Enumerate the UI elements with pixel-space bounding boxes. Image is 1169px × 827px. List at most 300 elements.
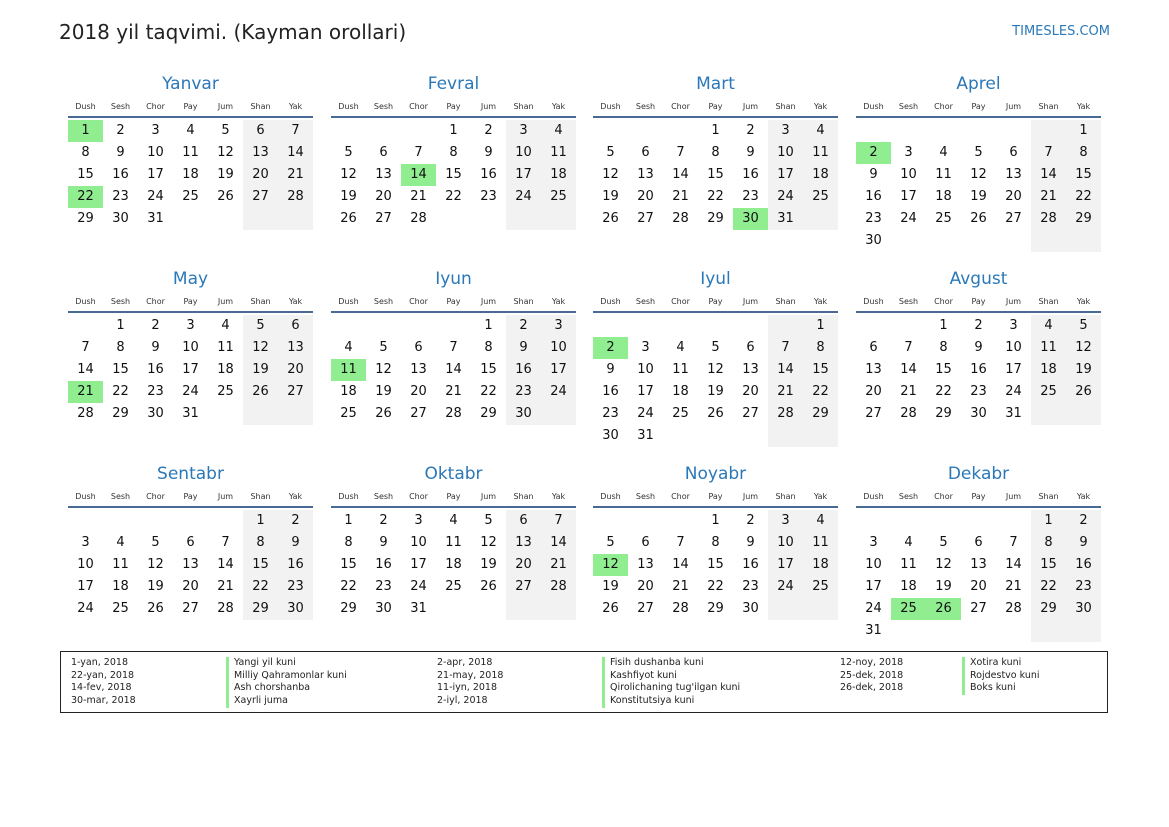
weekday-label: Sesh bbox=[898, 492, 919, 501]
weekday-label: Shan bbox=[1038, 102, 1059, 111]
weekday-label: Pay bbox=[971, 492, 986, 501]
weekday-header bbox=[68, 488, 313, 508]
day-cell: 30 bbox=[865, 233, 882, 248]
site-link[interactable]: TIMESLES.COM bbox=[1012, 24, 1110, 39]
weekday-label: Shan bbox=[250, 492, 271, 501]
day-cell: 28 bbox=[77, 406, 94, 421]
day-grid bbox=[593, 510, 838, 620]
legend-names-3 bbox=[962, 657, 1040, 695]
day-cell: 3 bbox=[414, 513, 423, 528]
day-cell: 28 bbox=[541, 576, 576, 598]
day-cell: 10 bbox=[182, 340, 199, 355]
day-cell: 6 bbox=[379, 145, 388, 160]
day-grid bbox=[68, 120, 313, 230]
weekday-label: Yak bbox=[288, 492, 303, 501]
day-cell: 10 bbox=[77, 557, 94, 572]
weekday-label: Sesh bbox=[898, 297, 919, 306]
weekday-label: Jum bbox=[217, 297, 234, 306]
day-cell: 4 bbox=[904, 535, 913, 550]
day-cell: 25 bbox=[112, 601, 129, 616]
day-cell: 18 bbox=[900, 579, 917, 594]
weekday-label: Jum bbox=[1005, 492, 1022, 501]
day-cell: 18 bbox=[445, 557, 462, 572]
day-cell: 13 bbox=[637, 167, 654, 182]
day-cell: 18 bbox=[672, 384, 689, 399]
legend-dates-3 bbox=[840, 657, 903, 695]
empty-cell bbox=[208, 510, 243, 532]
day-cell: 14 bbox=[1005, 557, 1022, 572]
weekday-header bbox=[331, 488, 576, 508]
day-cell: 18 bbox=[182, 167, 199, 182]
day-cell: 17 bbox=[77, 579, 94, 594]
day-cell: 11 bbox=[217, 340, 234, 355]
weekday-label: Dush bbox=[863, 102, 884, 111]
empty-cell bbox=[961, 510, 996, 532]
empty-cell bbox=[961, 620, 996, 642]
day-cell: 6 bbox=[641, 145, 650, 160]
day-cell: 2 bbox=[974, 318, 983, 333]
day-cell: 13 bbox=[1005, 167, 1022, 182]
day-cell: 11 bbox=[182, 145, 199, 160]
weekday-label: Chor bbox=[409, 102, 428, 111]
day-cell: 22 bbox=[480, 384, 497, 399]
day-cell: 13 bbox=[742, 362, 759, 377]
holiday-day-cell: 11 bbox=[331, 359, 366, 381]
empty-cell bbox=[996, 120, 1031, 142]
weekday-header bbox=[593, 488, 838, 508]
weekday-label: Dush bbox=[338, 102, 359, 111]
day-cell: 30 bbox=[506, 403, 541, 425]
day-cell: 5 bbox=[606, 535, 615, 550]
weekday-label: Jum bbox=[742, 297, 759, 306]
weekday-label: Sesh bbox=[373, 492, 394, 501]
day-cell: 3 bbox=[768, 120, 803, 142]
weekday-label: Shan bbox=[1038, 297, 1059, 306]
empty-cell bbox=[961, 120, 996, 142]
month-sentabr bbox=[68, 462, 313, 620]
day-cell: 3 bbox=[768, 510, 803, 532]
day-cell: 20 bbox=[243, 164, 278, 186]
month-fevral bbox=[331, 72, 576, 230]
weekday-label: Pay bbox=[183, 102, 198, 111]
weekday-label: Pay bbox=[446, 492, 461, 501]
day-cell: 30 bbox=[147, 406, 164, 421]
month-iyun bbox=[331, 267, 576, 425]
day-cell: 17 bbox=[768, 164, 803, 186]
day-cell: 4 bbox=[221, 318, 230, 333]
day-cell: 6 bbox=[506, 510, 541, 532]
day-cell: 16 bbox=[742, 167, 759, 182]
weekday-label: Dush bbox=[600, 492, 621, 501]
day-cell: 17 bbox=[865, 579, 882, 594]
holiday-day-cell: 12 bbox=[593, 554, 628, 576]
day-cell: 10 bbox=[147, 145, 164, 160]
day-cell: 10 bbox=[865, 557, 882, 572]
day-cell: 6 bbox=[974, 535, 983, 550]
day-cell: 16 bbox=[480, 167, 497, 182]
day-cell: 12 bbox=[707, 362, 724, 377]
weekday-label: Shan bbox=[513, 297, 534, 306]
weekday-label: Chor bbox=[671, 102, 690, 111]
weekday-label: Sesh bbox=[635, 297, 656, 306]
weekday-label: Yak bbox=[1076, 492, 1091, 501]
day-cell: 23 bbox=[1066, 576, 1101, 598]
holiday-day-cell: 1 bbox=[68, 120, 103, 142]
day-cell: 4 bbox=[676, 340, 685, 355]
weekday-label: Jum bbox=[480, 102, 497, 111]
day-cell: 19 bbox=[707, 384, 724, 399]
day-cell: 10 bbox=[768, 142, 803, 164]
empty-cell bbox=[278, 403, 313, 425]
day-cell: 11 bbox=[541, 142, 576, 164]
empty-cell bbox=[698, 425, 733, 447]
day-cell: 15 bbox=[243, 554, 278, 576]
day-cell: 5 bbox=[221, 123, 230, 138]
empty-cell bbox=[996, 620, 1031, 642]
day-cell: 19 bbox=[602, 189, 619, 204]
day-cell: 1 bbox=[711, 123, 720, 138]
day-grid bbox=[856, 120, 1101, 252]
weekday-label: Jum bbox=[217, 492, 234, 501]
day-cell: 26 bbox=[217, 189, 234, 204]
day-cell: 28 bbox=[217, 601, 234, 616]
day-cell: 13 bbox=[375, 167, 392, 182]
empty-cell bbox=[506, 208, 541, 230]
weekday-label: Dush bbox=[863, 297, 884, 306]
day-cell: 4 bbox=[803, 510, 838, 532]
holiday-day-cell: 2 bbox=[593, 337, 628, 359]
day-cell: 26 bbox=[147, 601, 164, 616]
weekday-label: Yak bbox=[813, 102, 828, 111]
day-cell: 15 bbox=[445, 167, 462, 182]
day-cell: 9 bbox=[746, 145, 755, 160]
day-cell: 16 bbox=[602, 384, 619, 399]
day-cell: 5 bbox=[344, 145, 353, 160]
empty-cell bbox=[103, 510, 138, 532]
day-cell: 25 bbox=[803, 576, 838, 598]
empty-cell bbox=[331, 315, 366, 337]
day-cell: 11 bbox=[112, 557, 129, 572]
weekday-label: Pay bbox=[708, 297, 723, 306]
day-cell: 12 bbox=[602, 167, 619, 182]
day-cell: 22 bbox=[340, 579, 357, 594]
holiday-day-cell: 25 bbox=[891, 598, 926, 620]
weekday-label: Sesh bbox=[110, 492, 131, 501]
day-cell: 8 bbox=[449, 145, 458, 160]
weekday-label: Yak bbox=[288, 102, 303, 111]
day-cell: 6 bbox=[641, 535, 650, 550]
day-cell: 5 bbox=[939, 535, 948, 550]
weekday-label: Sesh bbox=[373, 297, 394, 306]
empty-cell bbox=[856, 510, 891, 532]
day-cell: 7 bbox=[449, 340, 458, 355]
empty-cell bbox=[926, 510, 961, 532]
day-cell: 3 bbox=[186, 318, 195, 333]
legend-holiday: Yangi yil kuni bbox=[234, 657, 296, 668]
day-grid bbox=[68, 510, 313, 620]
day-cell: 27 bbox=[637, 211, 654, 226]
day-cell: 22 bbox=[707, 579, 724, 594]
empty-cell bbox=[541, 403, 576, 425]
day-cell: 23 bbox=[278, 576, 313, 598]
day-cell: 25 bbox=[340, 406, 357, 421]
day-cell: 24 bbox=[506, 186, 541, 208]
day-cell: 30 bbox=[278, 598, 313, 620]
empty-cell bbox=[663, 120, 698, 142]
day-cell: 24 bbox=[768, 186, 803, 208]
day-cell: 24 bbox=[147, 189, 164, 204]
empty-cell bbox=[856, 120, 891, 142]
day-cell: 9 bbox=[974, 340, 983, 355]
day-cell: 7 bbox=[676, 145, 685, 160]
weekday-header bbox=[331, 98, 576, 118]
day-cell: 29 bbox=[935, 406, 952, 421]
day-cell: 28 bbox=[1031, 208, 1066, 230]
day-cell: 9 bbox=[606, 362, 615, 377]
month-name: May bbox=[172, 269, 209, 289]
empty-cell bbox=[891, 620, 926, 642]
day-cell: 21 bbox=[672, 579, 689, 594]
day-cell: 5 bbox=[151, 535, 160, 550]
day-cell: 18 bbox=[217, 362, 234, 377]
day-cell: 4 bbox=[116, 535, 125, 550]
legend-holiday: Ash chorshanba bbox=[234, 682, 311, 694]
day-cell: 4 bbox=[541, 120, 576, 142]
empty-cell bbox=[1066, 403, 1101, 425]
empty-cell bbox=[663, 315, 698, 337]
legend-date: 2-apr, 2018 bbox=[437, 657, 493, 668]
day-cell: 29 bbox=[243, 598, 278, 620]
day-cell: 22 bbox=[112, 384, 129, 399]
day-cell: 20 bbox=[1005, 189, 1022, 204]
day-cell: 21 bbox=[1005, 579, 1022, 594]
legend-date: 25-dek, 2018 bbox=[840, 669, 904, 681]
day-cell: 2 bbox=[506, 315, 541, 337]
empty-cell bbox=[891, 315, 926, 337]
day-cell: 28 bbox=[900, 406, 917, 421]
legend-holiday: Rojdestvo kuni bbox=[970, 669, 1040, 681]
day-cell: 30 bbox=[112, 211, 129, 226]
weekday-label: Shan bbox=[1038, 492, 1059, 501]
day-cell: 8 bbox=[939, 340, 948, 355]
weekday-header bbox=[856, 98, 1101, 118]
weekday-label: Sesh bbox=[635, 102, 656, 111]
empty-cell bbox=[926, 620, 961, 642]
empty-cell bbox=[1066, 620, 1101, 642]
day-cell: 16 bbox=[742, 557, 759, 572]
legend-holiday: Qirolichaning tug'ilgan kuni bbox=[610, 682, 741, 694]
weekday-label: Yak bbox=[1076, 297, 1091, 306]
day-cell: 25 bbox=[803, 186, 838, 208]
empty-cell bbox=[208, 208, 243, 230]
day-cell: 4 bbox=[186, 123, 195, 138]
day-cell: 5 bbox=[606, 145, 615, 160]
day-cell: 12 bbox=[243, 337, 278, 359]
day-cell: 7 bbox=[1031, 142, 1066, 164]
day-cell: 17 bbox=[147, 167, 164, 182]
day-cell: 12 bbox=[217, 145, 234, 160]
holiday-day-cell: 30 bbox=[733, 208, 768, 230]
day-cell: 1 bbox=[711, 513, 720, 528]
empty-cell bbox=[1031, 120, 1066, 142]
month-dekabr bbox=[856, 462, 1101, 642]
empty-cell bbox=[593, 315, 628, 337]
day-cell: 3 bbox=[541, 315, 576, 337]
day-cell: 24 bbox=[637, 406, 654, 421]
day-cell: 31 bbox=[865, 623, 882, 638]
day-cell: 29 bbox=[1066, 208, 1101, 230]
weekday-label: Pay bbox=[971, 102, 986, 111]
day-cell: 1 bbox=[1066, 120, 1101, 142]
weekday-header bbox=[856, 488, 1101, 508]
day-cell: 19 bbox=[375, 384, 392, 399]
legend-date: 22-yan, 2018 bbox=[71, 669, 135, 681]
day-cell: 15 bbox=[803, 359, 838, 381]
day-cell: 31 bbox=[147, 211, 164, 226]
day-cell: 16 bbox=[1066, 554, 1101, 576]
day-cell: 17 bbox=[637, 384, 654, 399]
day-cell: 23 bbox=[970, 384, 987, 399]
day-cell: 1 bbox=[243, 510, 278, 532]
weekday-label: Dush bbox=[75, 492, 96, 501]
weekday-label: Chor bbox=[409, 297, 428, 306]
day-cell: 7 bbox=[768, 337, 803, 359]
day-grid bbox=[856, 315, 1101, 425]
month-may bbox=[68, 267, 313, 425]
weekday-label: Shan bbox=[513, 102, 534, 111]
day-cell: 21 bbox=[541, 554, 576, 576]
legend-date: 14-fev, 2018 bbox=[71, 682, 132, 694]
day-cell: 28 bbox=[410, 211, 427, 226]
day-cell: 25 bbox=[541, 186, 576, 208]
day-cell: 13 bbox=[410, 362, 427, 377]
day-cell: 30 bbox=[375, 601, 392, 616]
day-cell: 8 bbox=[803, 337, 838, 359]
empty-cell bbox=[593, 510, 628, 532]
day-cell: 6 bbox=[869, 340, 878, 355]
empty-cell bbox=[243, 208, 278, 230]
weekday-label: Pay bbox=[971, 297, 986, 306]
month-mart bbox=[593, 72, 838, 230]
weekday-header bbox=[331, 293, 576, 313]
day-cell: 27 bbox=[865, 406, 882, 421]
legend-dates-1 bbox=[71, 657, 136, 708]
day-cell: 2 bbox=[379, 513, 388, 528]
empty-cell bbox=[541, 208, 576, 230]
day-cell: 17 bbox=[541, 359, 576, 381]
weekday-label: Dush bbox=[863, 492, 884, 501]
day-cell: 29 bbox=[707, 601, 724, 616]
day-cell: 14 bbox=[1031, 164, 1066, 186]
day-grid bbox=[593, 315, 838, 447]
day-cell: 23 bbox=[147, 384, 164, 399]
day-cell: 27 bbox=[506, 576, 541, 598]
day-cell: 26 bbox=[480, 579, 497, 594]
legend-holiday: Milliy Qahramonlar kuni bbox=[234, 669, 347, 681]
day-cell: 1 bbox=[803, 315, 838, 337]
weekday-label: Shan bbox=[513, 492, 534, 501]
day-cell: 15 bbox=[935, 362, 952, 377]
day-cell: 28 bbox=[278, 186, 313, 208]
day-cell: 16 bbox=[865, 189, 882, 204]
empty-cell bbox=[733, 315, 768, 337]
empty-cell bbox=[628, 510, 663, 532]
day-cell: 26 bbox=[602, 601, 619, 616]
day-cell: 2 bbox=[278, 510, 313, 532]
day-cell: 20 bbox=[637, 579, 654, 594]
day-cell: 20 bbox=[742, 384, 759, 399]
weekday-label: Yak bbox=[551, 297, 566, 306]
day-cell: 9 bbox=[746, 535, 755, 550]
day-cell: 2 bbox=[484, 123, 493, 138]
month-aprel bbox=[856, 72, 1101, 252]
day-cell: 6 bbox=[414, 340, 423, 355]
empty-cell bbox=[663, 510, 698, 532]
weekday-label: Sesh bbox=[110, 297, 131, 306]
day-cell: 31 bbox=[768, 208, 803, 230]
day-grid bbox=[331, 120, 576, 230]
weekday-label: Yak bbox=[813, 492, 828, 501]
day-cell: 15 bbox=[707, 557, 724, 572]
day-cell: 27 bbox=[742, 406, 759, 421]
day-cell: 21 bbox=[672, 189, 689, 204]
month-oktabr bbox=[331, 462, 576, 620]
day-cell: 4 bbox=[939, 145, 948, 160]
empty-cell bbox=[436, 598, 471, 620]
day-cell: 20 bbox=[865, 384, 882, 399]
day-cell: 29 bbox=[77, 211, 94, 226]
day-cell: 27 bbox=[182, 601, 199, 616]
day-cell: 7 bbox=[221, 535, 230, 550]
day-cell: 12 bbox=[935, 557, 952, 572]
day-cell: 2 bbox=[746, 513, 755, 528]
day-cell: 27 bbox=[970, 601, 987, 616]
empty-cell bbox=[401, 120, 436, 142]
weekday-label: Chor bbox=[934, 102, 953, 111]
holiday-legend bbox=[60, 651, 1108, 713]
weekday-label: Chor bbox=[409, 492, 428, 501]
day-cell: 17 bbox=[900, 189, 917, 204]
weekday-label: Jum bbox=[1005, 297, 1022, 306]
empty-cell bbox=[891, 230, 926, 252]
month-name: Oktabr bbox=[424, 464, 483, 484]
empty-cell bbox=[331, 120, 366, 142]
day-cell: 17 bbox=[768, 554, 803, 576]
day-cell: 13 bbox=[865, 362, 882, 377]
empty-cell bbox=[961, 230, 996, 252]
day-cell: 14 bbox=[541, 532, 576, 554]
day-cell: 23 bbox=[375, 579, 392, 594]
empty-cell bbox=[1031, 230, 1066, 252]
day-cell: 8 bbox=[1031, 532, 1066, 554]
empty-cell bbox=[628, 315, 663, 337]
day-cell: 22 bbox=[707, 189, 724, 204]
weekday-label: Sesh bbox=[635, 492, 656, 501]
day-cell: 23 bbox=[742, 189, 759, 204]
empty-cell bbox=[768, 425, 803, 447]
empty-cell bbox=[1031, 620, 1066, 642]
weekday-label: Yak bbox=[288, 297, 303, 306]
day-cell: 19 bbox=[602, 579, 619, 594]
day-cell: 15 bbox=[707, 167, 724, 182]
day-cell: 18 bbox=[112, 579, 129, 594]
day-cell: 7 bbox=[414, 145, 423, 160]
day-cell: 28 bbox=[1005, 601, 1022, 616]
holiday-day-cell: 26 bbox=[926, 598, 961, 620]
day-cell: 8 bbox=[484, 340, 493, 355]
empty-cell bbox=[926, 120, 961, 142]
legend-holiday: Boks kuni bbox=[970, 682, 1016, 694]
